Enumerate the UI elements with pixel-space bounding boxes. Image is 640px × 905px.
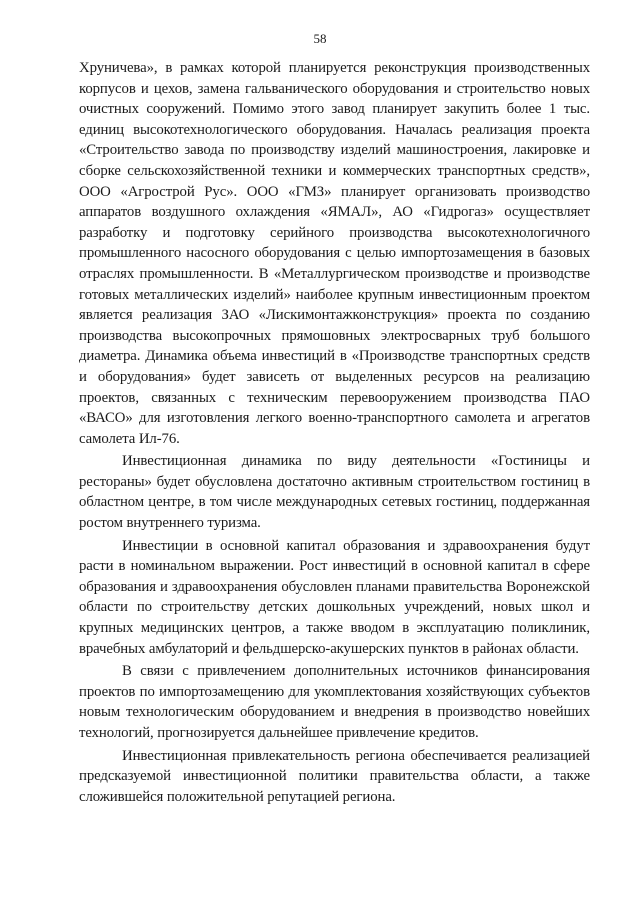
paragraph-education-healthcare: Инвестиции в основной капитал образования и здравоохранения будут расти в номинальном выражении. Рост инвестиций в основной капитал в сфере образования и здравоохранения обусловлен планами правительства Воронежской области по строительству детских дошкольных учреждений, новых школ и крупных медицинских центров, а также вводом в эксплуатацию поликлиник, врачебных амбулаторий и фельдшерско-акушерских пунктов в районах области. (79, 537, 590, 657)
paragraph-investment-attractiveness: Инвестиционная привлекательность региона обеспечивается реализацией предсказуемой инвестиционной политики правительства области, а также сложившейся положительной репутацией региона. (79, 747, 590, 805)
page-number: 58 (313, 31, 327, 46)
paragraph-continued: Хруничева», в рамках которой планируется реконструкция производственных корпусов и цехов, замена гальванического оборудования и строительство новых очистных сооружений. Помимо этого завод планирует закупить более 1 тыс. единиц высокотехнологического оборудования. Началась реализация проекта «Строительство завода по производству изделий машиностроения, лакировке и сборке сельскохозяйственной техники и коммерческих транспортных средств», ООО «Агрострой Рус». ООО «ГМЗ» планирует организовать производство аппаратов воздушного охлаждения «ЯМАЛ», АО «Гидрогаз» осуществляет разработку и подготовку серийного производства высокотехнологичного промышленного насосного оборудования с целью импортозамещения в базовых отраслях промышленности. В «Металлургическом производстве и производстве готовых металлических изделий» наиболее крупным инвестиционным проектом является реализация ЗАО «Лискимонтажконструкция» проекта по созданию производства высокопрочных прямошовных электросварных труб большого диаметра. Динамика объема инвестиций в «Производстве транспортных средств и оборудования» будет зависеть от выделенных ресурсов на реализацию проектов, связанных с техническим перевооружением производства ПАО «ВАСО» для изготовления легкого военно-транспортного самолета и агрегатов самолета Ил-76. (79, 60, 590, 447)
body-text (79, 58, 590, 807)
paragraph-credit-financing: В связи с привлечением дополнительных источников финансирования проектов по импортозамещению для укомплектования хозяйствующих субъектов новым технологическим оборудованием и внедрения в производство новейших технологий, прогнозируется дальнейшее привлечение кредитов. (79, 663, 590, 741)
paragraph-hotels-restaurants: Инвестиционная динамика по виду деятельности «Гостиницы и рестораны» будет обусловлена достаточно активным строительством гостиниц в областном центре, в том числе международных сетевых гостиниц, поддержанная ростом внутреннего туризма. (79, 453, 590, 532)
